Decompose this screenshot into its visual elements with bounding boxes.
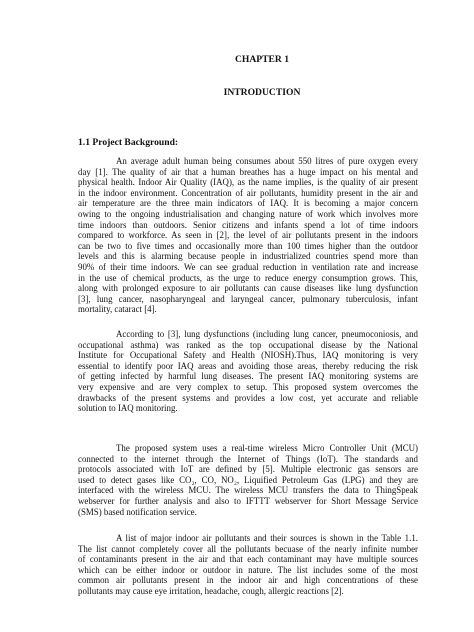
section-heading: 1.1 Project Background: [78,137,179,148]
text-line: of getting infected by harmful lung diseases. The present IAQ monitoring systems are [78,371,418,382]
text-line: connected to the internet through the Internet of Things (IoT). The standards and [78,453,418,464]
text-line: owing to the ongoing industrialisation and changing nature of work which involves more [78,208,418,219]
text-line: in the use of chemical products, as the urge to reduce energy consumption grows. This, [78,272,418,283]
text-line: common air pollutants present in the indoor air and high concentrations of these [78,575,418,586]
text-line: solution to IAQ monitoring. [78,403,178,414]
text-line: [3], lung cancer, nasopharyngeal and laryngeal cancer, pulmonary tuberculosis, infant [78,293,418,304]
text-line: day [1]. The quality of air that a human breathes has a huge impact on his mental and [78,166,418,177]
paragraph-1 [78,156,418,315]
text-line: A list of major indoor air pollutants and their sources is shown in the Table 1.1. [116,533,418,543]
text-line: physical health. Indoor Air Quality (IAQ), as the name implies, is the quality of air present [78,177,418,188]
text-line: pollutants may cause eye irritation, headache, cough, allergic reactions [2]. [78,585,344,596]
paragraph-3 [78,443,418,517]
text-line: The proposed system uses a real-time wireless Micro Controller Unit (MCU) [116,443,418,453]
text-line: very expensive and are very complex to setup. This proposed system overcomes the [78,381,418,392]
chapter-title: INTRODUCTION [223,87,301,98]
text-line: According to [3], lung dysfunctions (including lung cancer, pneumoconiosis, and [116,329,418,339]
text-line: protocols associated with IoT are defined by [5]. Multiple electronic gas sensors are [78,464,418,475]
text-line: can be two to five times and occasionally more than 100 times higher than the outdoor [78,240,418,251]
paragraph-4 [78,533,418,597]
text-line: compared to workforce. As seen in [2], the level of air pollutants present in the indoors [78,230,418,241]
text-line: mortality, cataract [4]. [78,304,157,315]
text-line: 90% of their time indoors. We can see gradual reduction in ventilation rate and increase [78,261,418,272]
text-line: levels and this is alarming because people in industrialized countries spend more than [78,251,418,262]
text-line: of contaminants present in the air and that each contaminant may have multiple sources [78,554,418,565]
text-line: along with prolonged exposure to air pollutants can cause diseases like lung dysfunction [78,283,418,294]
text-line: interfaced with the wireless MCU. The wireless MCU transfers the data to ThingSpeak [78,485,418,496]
text-line: The list cannot completely cover all the pollutants becuase of the nearly infinite number [78,543,418,554]
text-line: (SMS) based notification service. [78,506,197,517]
text-line: air temperature are the three main indicators of IAQ. It is becoming a major concern [78,198,418,209]
text-line: time indoors than outdoors. Senior citizens and infants spend a lot of time indoors [78,219,418,230]
text-line: used to detect gases like CO₂, CO, NO₂, Liquified Petroleum Gas (LPG) and they are [78,474,418,485]
text-line: webserver for further analysis and also to IFTTT webserver for Short Message Service [78,495,418,506]
text-line: in the indoor environment. Concentration of air pollutants, humidity present in the air and [78,187,418,198]
paragraph-2 [78,329,418,414]
text-line: drawbacks of the present systems and provides a low cost, yet accurate and reliable [78,392,418,403]
text-line: An average adult human being consumes about 550 litres of pure oxygen every [116,156,418,166]
text-line: essential to identify poor IAQ areas and avoiding those areas, thereby reducing the risk [78,360,418,371]
text-line: Institute for Occupational Safety and Health (NIOSH).Thus, IAQ monitoring is very [78,350,418,361]
text-line: which can be either indoor or outdoor in nature. The list includes some of the most [78,564,418,575]
text-line: occupational asthma) was ranked as the top occupational disease by the National [78,339,418,350]
chapter-label: CHAPTER 1 [234,54,290,65]
